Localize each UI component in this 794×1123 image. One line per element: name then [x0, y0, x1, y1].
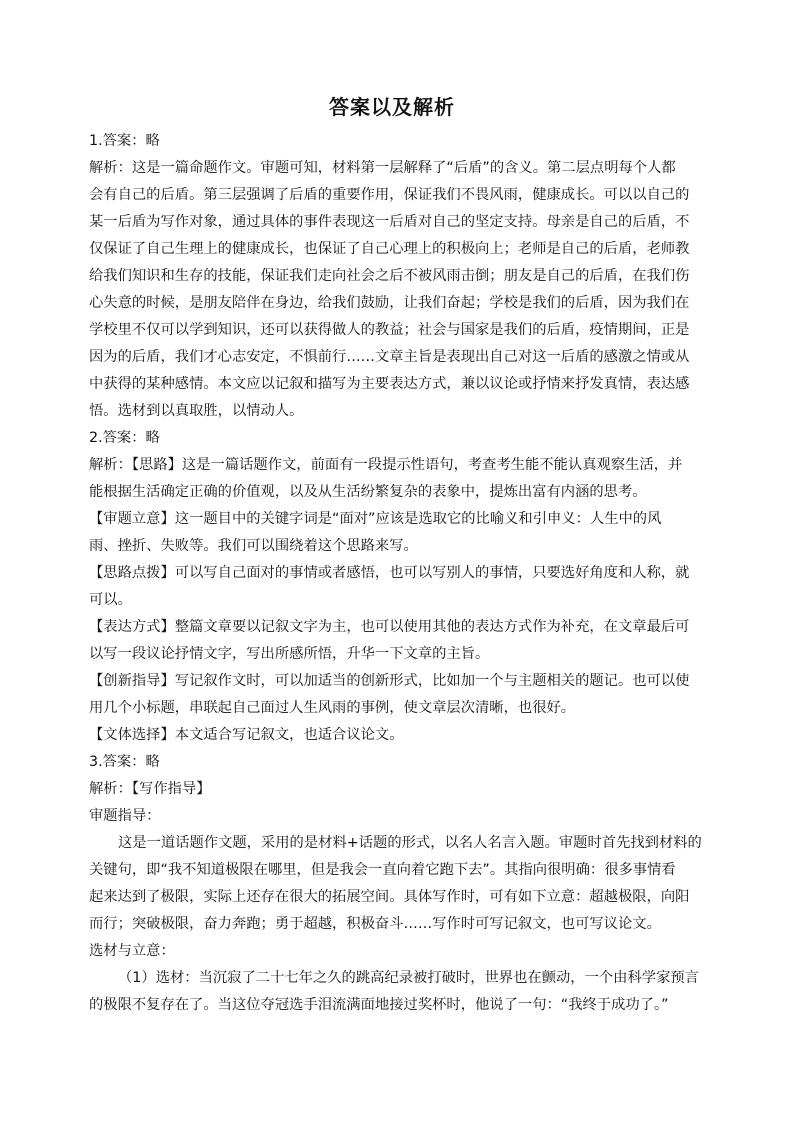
text-line: 1.答案：略: [89, 133, 160, 149]
text-line: 以写一段议论抒情文字，写出所感所悟，升华一下文章的主旨。: [89, 646, 490, 662]
text-line: 解析：【思路】这是一篇话题作文，前面有一段提示性语句，考查考生能不能认真观察生活，并: [89, 457, 683, 473]
text-line: 因为的后盾，我们才心志安定，不惧前行……文章主旨是表现出自己对这一后盾的感激之情或从: [89, 349, 690, 365]
text-line: 某一后盾为写作对象，通过具体的事件表现这一后盾对自己的坚定支持。母亲是自己的后盾，不: [89, 214, 690, 230]
page-title: 答案以及解析: [329, 95, 455, 119]
text-line: 学校里不仅可以学到知识，还可以获得做人的教益；社会与国家是我们的后盾，疫情期间，正是: [89, 322, 690, 338]
text-line: 悟。选材到以真取胜，以情动人。: [89, 403, 304, 419]
text-line: 【表达方式】整篇文章要以记叙文字为主，也可以使用其他的表达方式作为补充，在文章最后可: [89, 619, 690, 635]
text-line: 中获得的某种感情。本文应以记叙和描写为主要表达方式，兼以议论或抒情来抒发真情，表达感: [89, 376, 690, 392]
text-line: 审题指导：: [89, 808, 161, 824]
text-line: 心失意的时候，是朋友陪伴在身边，给我们鼓励，让我们奋起；学校是我们的后盾，因为我们在: [89, 295, 690, 311]
text-line: 的极限不复存在了。当这位夺冠选手泪流满面地接过奖杯时，他说了一句：“我终于成功了。”: [89, 997, 669, 1013]
text-line: 关键句，即“我不知道极限在哪里，但是我会一直向着它跑下去”。其指向很明确：很多事情看: [89, 862, 676, 878]
text-line: 雨、挫折、失败等。我们可以围绕着这个思路来写。: [89, 538, 418, 554]
answer-page: [89, 92, 702, 1019]
text-line: 3.答案：略: [89, 754, 160, 770]
text-line: 解析：这是一篇命题作文。审题可知，材料第一层解释了“后盾”的含义。第二层点明每个人都: [89, 160, 676, 176]
text-line: 会有自己的后盾。第三层强调了后盾的重要作用，保证我们不畏风雨，健康成长。可以以自己的: [89, 187, 690, 203]
text-line: 这是一道话题作文题，采用的是材料+话题的形式，以名人名言入题。审题时首先找到材料的: [118, 835, 702, 851]
text-line: 【文体选择】本文适合写记叙文，也适合议论文。: [89, 727, 404, 743]
text-line: 【思路点拨】可以写自己面对的事情或者感悟，也可以写别人的事情，只要选好角度和人称，就: [89, 565, 690, 581]
text-line: 选材与立意：: [89, 943, 175, 959]
text-line: 【审题立意】这一题目中的关键字词是“面对”应该是选取它的比喻义和引申义：人生中的风: [89, 511, 662, 527]
text-line: 2.答案：略: [89, 430, 160, 446]
text-line: 而行；突破极限，奋力奔跑；勇于超越，积极奋斗……写作时可写记叙文，也可写议论文。: [89, 916, 661, 932]
text-line: 起来达到了极限，实际上还存在很大的拓展空间。具体写作时，可有如下立意：超越极限，向阳: [89, 889, 690, 905]
text-line: 解析：【写作指导】: [89, 781, 211, 797]
answer-content: [89, 128, 702, 1019]
text-line: 【创新指导】写记叙作文时，可以加适当的创新形式，比如加一个与主题相关的题记。也可以使: [89, 673, 690, 689]
text-line: 仅保证了自己生理上的健康成长，也保证了自己心理上的积极向上；老师是自己的后盾，老师教: [89, 241, 690, 257]
text-line: 给我们知识和生存的技能，保证我们走向社会之后不被风雨击倒；朋友是自己的后盾，在我们伤: [89, 268, 690, 284]
text-line: （1）选材：当沉寂了二十七年之久的跳高纪录被打破时，世界也在颤动，一个由科学家预言: [118, 970, 699, 986]
text-line: 可以。: [89, 592, 132, 608]
text-line: 能根据生活确定正确的价值观，以及从生活纷繁复杂的表象中，提炼出富有内涵的思考。: [89, 484, 647, 500]
text-line: 用几个小标题，串联起自己面过人生风雨的事例，使文章层次清晰，也很好。: [89, 700, 576, 716]
